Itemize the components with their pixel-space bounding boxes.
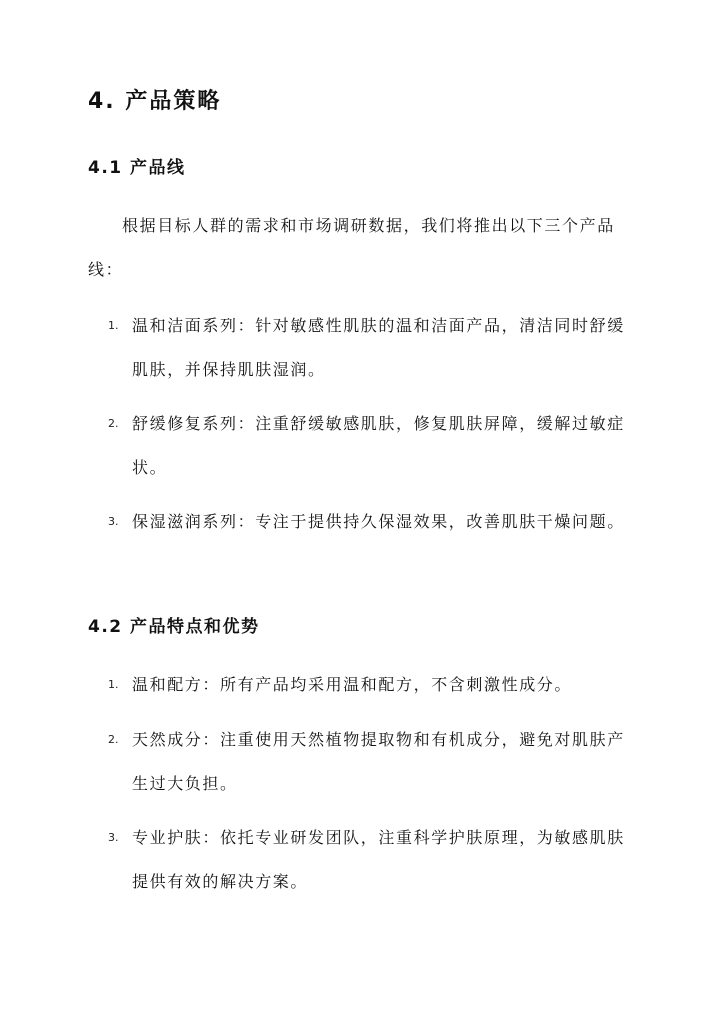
list-item: [108, 500, 628, 544]
list-item: [108, 304, 628, 392]
list-item-text: 保湿滋润系列：专注于提供持久保湿效果，改善肌肤干燥问题。: [132, 512, 625, 531]
list-item-number: 3.: [108, 515, 119, 528]
list-item-number: 1.: [108, 319, 119, 332]
list-item: [108, 718, 628, 806]
list-item-text: 温和配方：所有产品均采用温和配方，不含刺激性成分。: [132, 675, 573, 694]
list-item: [108, 402, 628, 490]
list-item-text: 专业护肤：依托专业研发团队，注重科学护肤原理，为敏感肌肤提供有效的解决方案。: [132, 828, 625, 891]
section-title: 4. 产品策略: [88, 89, 222, 114]
subsection-heading-product-line: 4.1 产品线: [88, 158, 186, 178]
list-item: [108, 663, 628, 707]
list-item-number: 1.: [108, 678, 119, 691]
list-item-number: 2.: [108, 733, 119, 746]
list-item: [108, 816, 628, 904]
intro-paragraph: 根据目标人群的需求和市场调研数据，我们将推出以下三个产品线：: [88, 216, 615, 279]
list-item-text: 天然成分：注重使用天然植物提取物和有机成分，避免对肌肤产生过大负担。: [132, 730, 625, 793]
list-item-text: 温和洁面系列：针对敏感性肌肤的温和洁面产品，清洁同时舒缓肌肤，并保持肌肤湿润。: [132, 316, 625, 379]
list-item-number: 2.: [108, 417, 119, 430]
list-item-number: 3.: [108, 831, 119, 844]
list-item-text: 舒缓修复系列：注重舒缓敏感肌肤，修复肌肤屏障，缓解过敏症状。: [132, 414, 625, 477]
subsection-heading-features: 4.2 产品特点和优势: [88, 617, 260, 637]
